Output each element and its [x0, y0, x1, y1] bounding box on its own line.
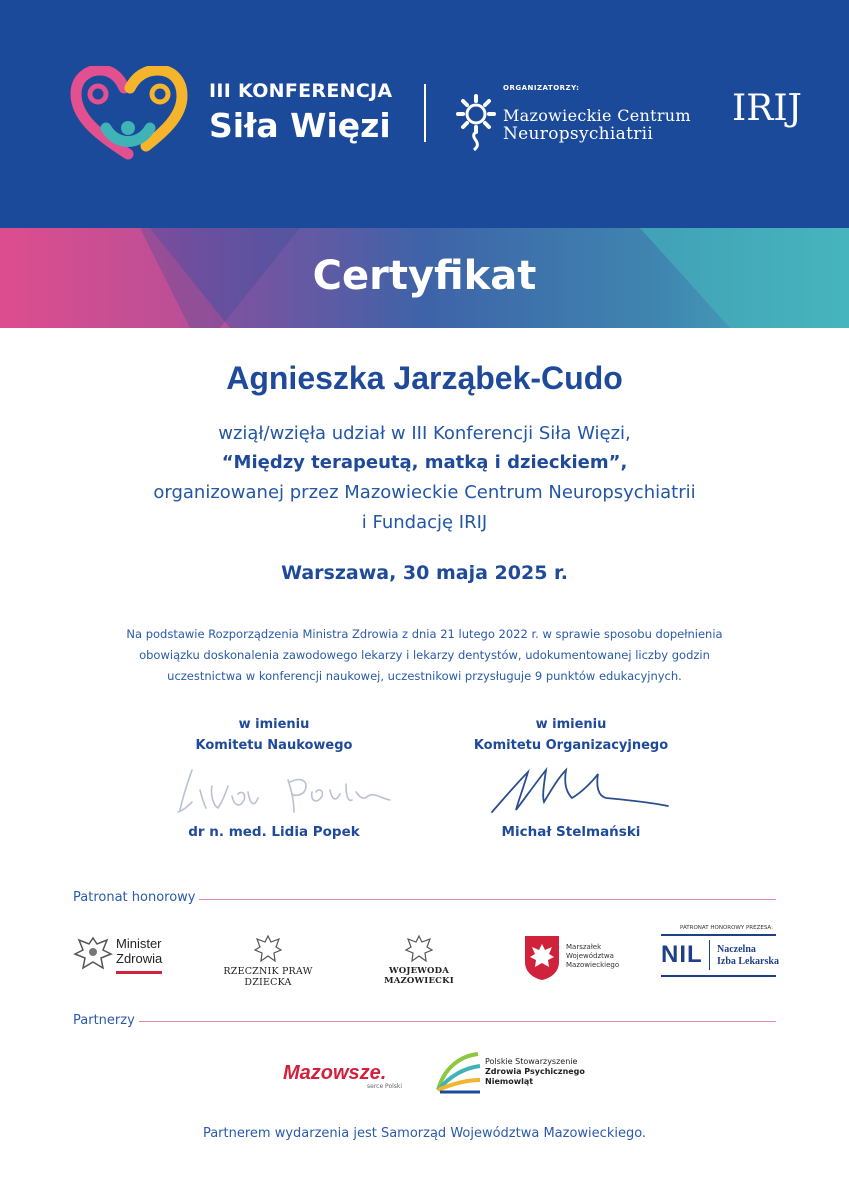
partners-divider [139, 1021, 776, 1022]
polish-eagle-icon [73, 934, 113, 976]
organizer-line: organizowanej przez Mazowieckie Centrum Neuropsychiatrii [153, 482, 696, 503]
organizers-label: ORGANIZATORZY: [503, 84, 580, 92]
mcn-logo-icon [454, 94, 498, 152]
irij-logo: IRIJ [732, 88, 802, 129]
pszpn-line3: Niemowląt [485, 1077, 534, 1086]
conference-number: III KONFERENCJA [209, 80, 393, 102]
scientific-signatory-name: dr n. med. Lidia Popek [188, 824, 360, 840]
nil-abbreviation: NIL [661, 941, 703, 968]
organizer-name-line2: Neuropsychiatrii [503, 124, 654, 144]
organizer-name-line1: Mazowieckie Centrum [503, 106, 691, 125]
nil-patron-label: PATRONAT HONOROWY PREZESA: [680, 925, 773, 931]
legal-notice [0, 624, 849, 687]
wojewoda-eagle-icon [405, 934, 433, 964]
signature-lidia-popek [170, 762, 395, 822]
legal-line: obowiązku doskonalenia zawodowego lekarzy i lekarzy dentystów, udokumentowanej liczby godzin [139, 648, 710, 662]
minister-line1: Minister [116, 936, 162, 951]
heart-logo-icon [70, 66, 188, 160]
minister-flag-bar [116, 971, 162, 974]
heading-line: Komitetu Organizacyjnego [473, 738, 669, 753]
marszalek-line1: Marszałek [566, 943, 602, 951]
marszalek-logo [566, 943, 619, 970]
minister-line2: Zdrowia [116, 951, 163, 966]
conference-title: Siła Więzi [209, 106, 391, 145]
heading-line: w imieniu [238, 717, 310, 732]
legal-line: uczestnictwa w konferencji naukowej, uczestnikowi przysługuje 9 punktów edukacyjnych. [167, 669, 682, 683]
pszpn-line2: Zdrowia Psychicznego [485, 1067, 585, 1076]
rzecznik-eagle-icon [254, 934, 282, 964]
mazowsze-tagline: serce Polski [367, 1083, 403, 1090]
nil-line2: Izba Lekarska [717, 956, 779, 967]
marszalek-line3: Mazowieckiego [566, 961, 620, 969]
foundation-line: i Fundację IRIJ [361, 512, 488, 533]
recipient-name: Agnieszka Jarząbek-Cudo [226, 360, 623, 396]
partners-label: Partnerzy [73, 1013, 135, 1028]
rzecznik-praw-dziecka-logo: RZECZNIK PRAW DZIECKA [223, 966, 313, 988]
minister-zdrowia-logo [116, 936, 162, 966]
pszpn-line1: Polskie Stowarzyszenie [485, 1057, 578, 1066]
place-date: Warszawa, 30 maja 2025 r. [281, 562, 568, 584]
nil-top-rule [661, 934, 776, 936]
marszalek-line2: Województwa [566, 952, 614, 960]
heading-line: Komitetu Naukowego [195, 738, 353, 753]
nil-line1: Naczelna [717, 944, 756, 955]
wojewoda-mazowiecki-logo: WOJEWODA MAZOWIECKI [384, 966, 454, 986]
pszpn-logo [485, 1057, 585, 1087]
mazowsze-logo: Mazowsze. [283, 1062, 387, 1084]
signature-michal-stelmanski [488, 762, 673, 818]
scientific-committee-heading [124, 714, 424, 756]
patronage-divider [199, 899, 776, 900]
nil-divider [709, 940, 710, 970]
participation-line: wziął/wzięła udział w III Konferencji Siła Więzi, [218, 423, 631, 444]
legal-line: Na podstawie Rozporządzenia Ministra Zdrowia z dnia 21 lutego 2022 r. w sprawie sposobu dopełnienia [126, 627, 723, 641]
nil-bottom-rule [661, 975, 776, 977]
certificate-title: Certyfikat [312, 253, 537, 299]
organizing-signatory-name: Michał Stelmański [501, 824, 641, 840]
organizing-committee-heading [421, 714, 721, 756]
patronage-label: Patronat honorowy [73, 890, 196, 905]
nil-logo [717, 944, 779, 968]
mazowsze-coat-of-arms-icon [523, 934, 561, 982]
heading-line: w imieniu [535, 717, 607, 732]
pszpn-logo-icon [434, 1050, 482, 1096]
conference-subtitle: “Między terapeutą, matką i dzieckiem”, [221, 452, 628, 473]
footer-note: Partnerem wydarzenia jest Samorząd Województwa Mazowieckiego. [202, 1126, 647, 1141]
header-divider [424, 84, 426, 142]
